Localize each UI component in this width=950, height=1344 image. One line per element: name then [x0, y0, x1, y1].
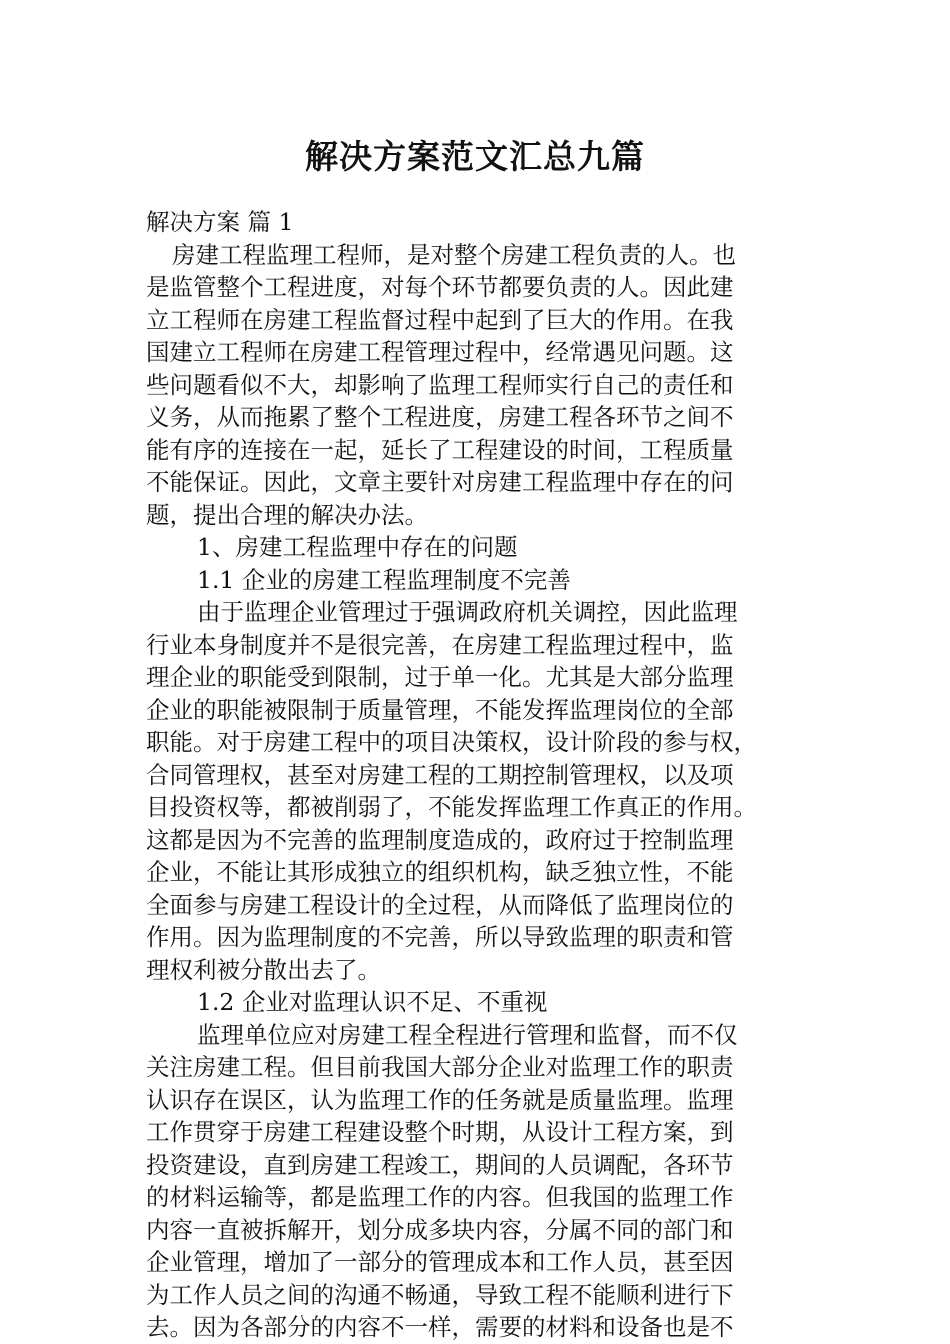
text-line: 国建立工程师在房建工程管理过程中，经常遇见问题。这 [146, 338, 734, 366]
text-line: 企业的职能被限制于质量管理，不能发挥监理岗位的全部 [146, 695, 734, 724]
text-line: 义务，从而拖累了整个工程进度，房建工程各环节之间不 [146, 403, 734, 431]
text-line: 工作贯穿于房建工程建设整个时期，从设计工程方案，到 [146, 1118, 734, 1146]
text-line: 认识存在误区，认为监理工作的任务就是质量监理。监理 [146, 1085, 734, 1114]
text-line: 监理单位应对房建工程全程进行管理和监督，而不仅 [197, 1020, 738, 1049]
document-body [146, 206, 798, 1344]
text-line: 内容一直被拆解开，划分成多块内容，分属不同的部门和 [146, 1215, 734, 1244]
text-line: 题，提出合理的解决办法。 [146, 500, 428, 529]
text-line: 的材料运输等，都是监理工作的内容。但我国的监理工作 [146, 1183, 734, 1211]
text-line: 立工程师在房建工程监督过程中起到了巨大的作用。在我 [146, 305, 734, 334]
text-line: 1.2 企业对监理认识不足、不重视 [197, 988, 548, 1016]
text-line: 不能保证。因此，文章主要针对房建工程监理中存在的问 [146, 468, 734, 496]
text-line: 行业本身制度并不是很完善，在房建工程监理过程中，监 [146, 630, 734, 659]
text-line: 理企业的职能受到限制，过于单一化。尤其是大部分监理 [146, 663, 734, 691]
text-line: 作用。因为监理制度的不完善，所以导致监理的职责和管 [146, 923, 734, 951]
text-line: 全面参与房建工程设计的全过程，从而降低了监理岗位的 [146, 890, 734, 919]
page-title: 解决方案范文汇总九篇 [305, 137, 645, 176]
text-line: 些问题看似不大，却影响了监理工程师实行自己的责任和 [146, 370, 734, 399]
text-line: 合同管理权，甚至对房建工程的工期控制管理权，以及项 [146, 760, 734, 789]
text-line: 1、房建工程监理中存在的问题 [197, 533, 518, 561]
text-line: 目投资权等，都被削弱了，不能发挥监理工作真正的作用。 [146, 793, 757, 821]
text-line: 去。因为各部分的内容不一样，需要的材料和设备也是不 [146, 1313, 734, 1341]
text-line: 由于监理企业管理过于强调政府机关调控，因此监理 [197, 598, 738, 626]
text-line: 企业管理，增加了一部分的管理成本和工作人员，甚至因 [146, 1248, 734, 1276]
text-line: 1.1 企业的房建工程监理制度不完善 [197, 565, 571, 594]
text-line: 理权利被分散出去了。 [146, 955, 381, 984]
text-line: 是监管整个工程进度，对每个环节都要负责的人。因此建 [146, 273, 734, 301]
text-line: 房建工程监理工程师，是对整个房建工程负责的人。也 [172, 240, 736, 269]
text-line: 企业，不能让其形成独立的组织机构，缺乏独立性，不能 [146, 858, 734, 886]
text-line: 这都是因为不完善的监理制度造成的，政府过于控制监理 [146, 825, 734, 854]
text-line: 关注房建工程。但目前我国大部分企业对监理工作的职责 [146, 1053, 734, 1081]
text-line: 能有序的连接在一起，延长了工程建设的时间，工程质量 [146, 435, 734, 464]
text-line: 解决方案 篇 1 [146, 208, 294, 236]
text-line: 为工作人员之间的沟通不畅通，导致工程不能顺利进行下 [146, 1280, 734, 1309]
text-line: 职能。对于房建工程中的项目决策权，设计阶段的参与权， [146, 728, 757, 756]
text-line: 投资建设，直到房建工程竣工，期间的人员调配，各环节 [146, 1150, 734, 1179]
